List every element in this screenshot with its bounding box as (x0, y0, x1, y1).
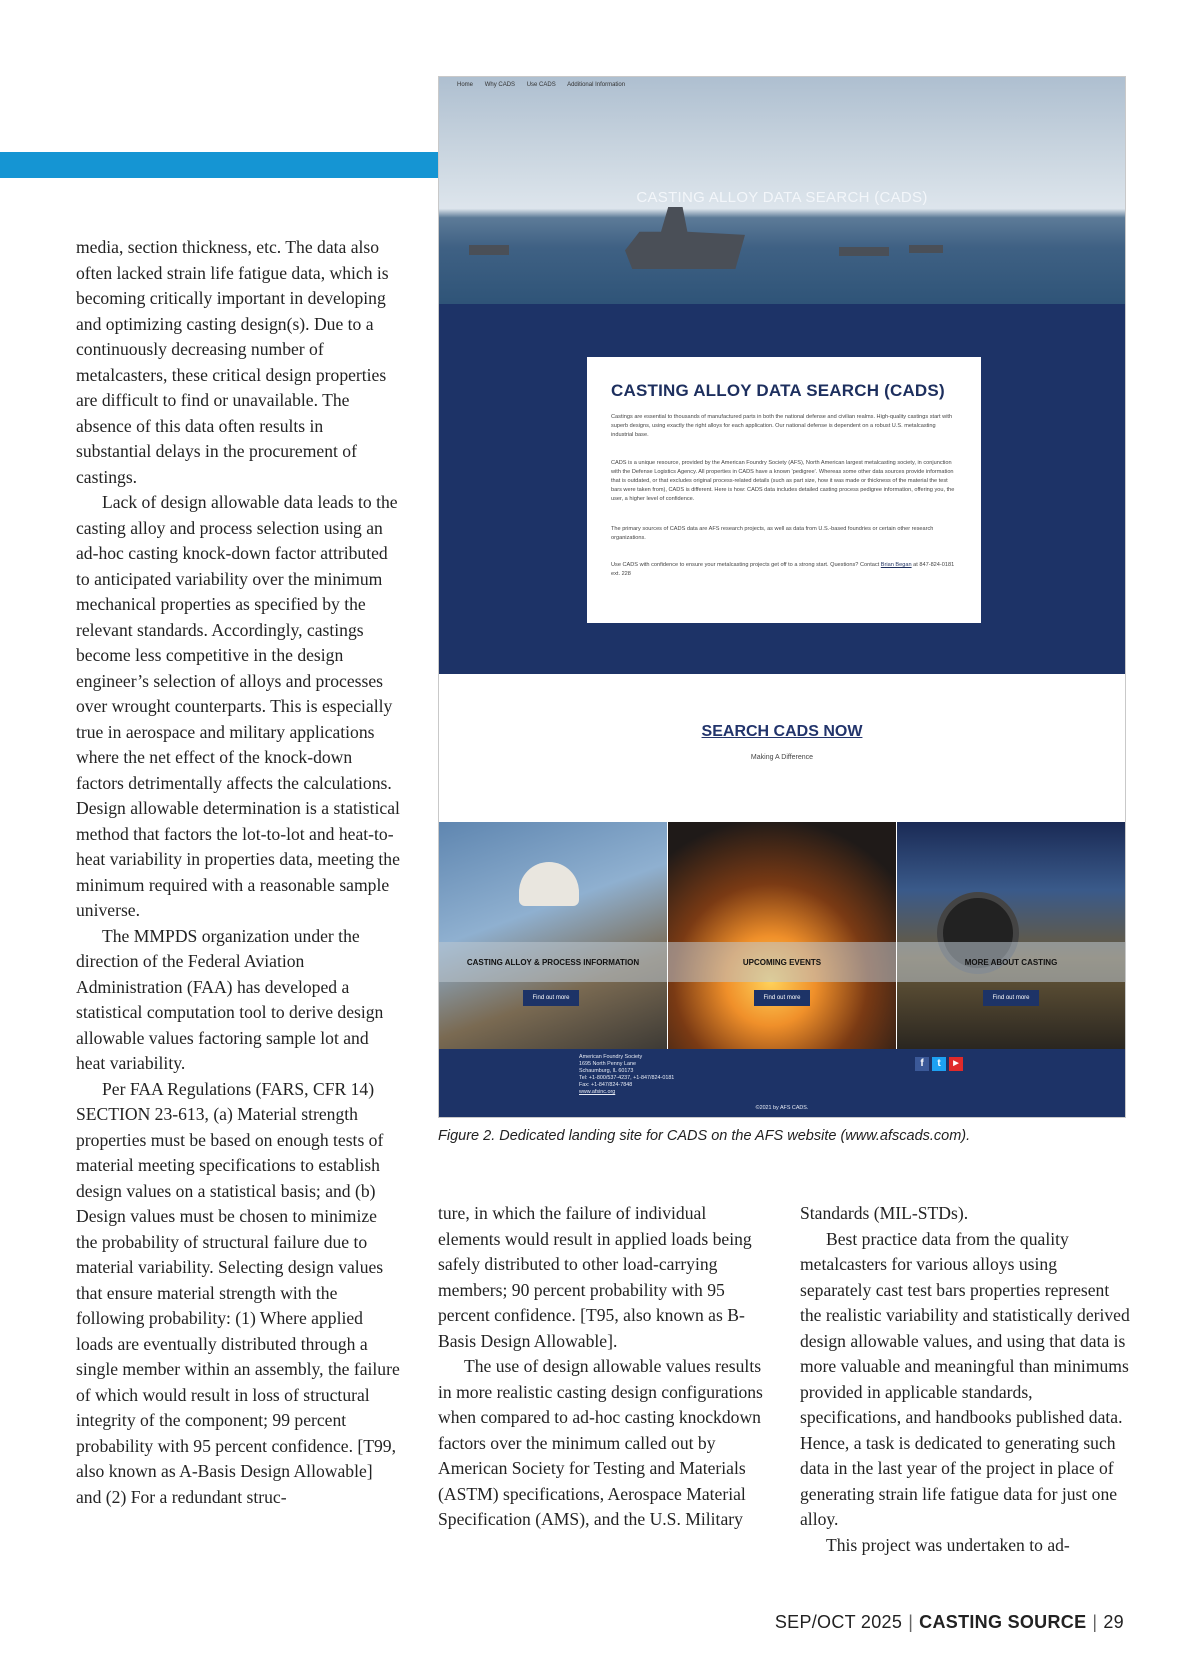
tile-label: UPCOMING EVENTS (668, 942, 896, 982)
paragraph: Per FAA Regulations (FARS, CFR 14) SECTION 23-613, (a) Material strength properties must be based on enough tests of material meeting specifications to establish design values on a statistical basis; and (b) Design values must be chosen to minimize the probability of structural failure due to material variability. Selecting design values that ensure material strength with the following probability: (1) Where applied loads are eventually distributed through a single member within an assembly, the failure of which would result in loss of structural integrity of the component; 99 percent probability with 95 percent confidence. [T99, also known as A-Basis Design Allowable] and (2) For a redundant struc- (76, 1078, 400, 1507)
footer-line: Fax: +1-847/824-7848 (579, 1082, 633, 1088)
nav-use-cads[interactable]: Use CADS (526, 82, 556, 88)
intro-card (587, 357, 981, 623)
card-paragraph: Use CADS with confidence to ensure your metalcasting projects get off to a strong start. Questions? Contact (611, 562, 880, 568)
footer-line: 1695 North Penny Lane (579, 1061, 636, 1067)
search-section (439, 674, 1125, 822)
ship-icon (469, 245, 509, 255)
footer-line: American Foundry Society (579, 1054, 643, 1060)
footer-address (579, 1054, 674, 1096)
find-out-more-button[interactable]: Find out more (983, 990, 1039, 1006)
figure-2-screenshot (438, 76, 1126, 1118)
card-paragraph: The primary sources of CADS data are AFS research projects, as well as data from U.S.-based foundries or certain other research organizations. (611, 526, 934, 541)
page-folio: SEP/OCT 2025 | CASTING SOURCE | 29 (774, 1612, 1124, 1632)
card-paragraph: CADS is a unique resource, provided by the American Foundry Society (AFS), North American largest metalcasting society, in conjunction with the Defense Logistics Agency. All properties in CADS have a known ‘pedigree’. Whereas some other data sources provide information that is outdated, or that excludes original process-related details (such as part size, how it was made or thickness of the material the test bars were taken from), CADS is different. Here is how: CADS data includes detailed casting process pedigree information, offering you, the user, a higher level of confidence. (611, 460, 955, 502)
tile-more-about-casting (897, 822, 1125, 1049)
hero-banner (439, 77, 1125, 304)
find-out-more-button[interactable]: Find out more (754, 990, 810, 1006)
middle-text-column (438, 1201, 764, 1533)
site-footer (439, 1049, 1125, 1117)
search-cads-link[interactable]: SEARCH CADS NOW (701, 723, 863, 740)
tile-upcoming-events (668, 822, 896, 1049)
magazine-name: CASTING SOURCE (919, 1612, 1087, 1632)
search-tagline: Making A Difference (750, 754, 814, 761)
youtube-icon[interactable]: ▶ (949, 1057, 963, 1071)
nav-home[interactable]: Home (457, 82, 474, 88)
left-text-column (76, 235, 402, 1510)
footer-copyright: ©2021 by AFS CADS. (755, 1105, 809, 1111)
footer-line: Tel: +1-800/537-4237, +1-847/824-0181 (579, 1075, 675, 1081)
nav-why-cads[interactable]: Why CADS (484, 82, 516, 88)
find-out-more-button[interactable]: Find out more (523, 990, 579, 1006)
footer-line: Schaumburg, IL 60173 (579, 1068, 634, 1074)
right-text-column (800, 1201, 1130, 1558)
paragraph: The use of design allowable values results in more realistic casting design configurations when compared to ad-hoc casting knockdown factors over the minimum called out by American Society for Testing and Materials (ASTM) specifications, Aerospace Material Specification (AMS), and the U.S. Military (438, 1356, 763, 1529)
paragraph: Standards (MIL-STDs). (800, 1203, 969, 1223)
contact-phone: at 847-824-0181 ext. 228 (611, 562, 955, 577)
page-number: 29 (1103, 1612, 1124, 1632)
ship-icon (909, 245, 943, 253)
card-contact (611, 561, 957, 579)
facebook-icon[interactable]: f (915, 1057, 929, 1071)
tile-label: CASTING ALLOY & PROCESS INFORMATION (439, 942, 667, 982)
ship-icon (839, 247, 889, 256)
accent-bar (0, 152, 438, 178)
paragraph: This project was undertaken to ad- (826, 1534, 1070, 1555)
site-nav (457, 82, 635, 88)
feature-tiles (439, 822, 1125, 1049)
nav-additional-information[interactable]: Additional Information (567, 82, 626, 88)
issue-date: SEP/OCT 2025 (774, 1612, 903, 1632)
tile-alloy-process (439, 822, 667, 1049)
hero-title: CASTING ALLOY DATA SEARCH (CADS) (636, 189, 928, 206)
paragraph: Best practice data from the quality metalcasters for various alloys using separately cast test bars properties represent the realistic variability and statistically derived design allowable values, and using that data is more valuable and meaningful than minimums provided in applicable standards, specifications, and handbooks published data. Hence, a task is dedicated to generating such data in the last year of the project in place of generating strain life fatigue data for just one alloy. (800, 1228, 1130, 1529)
twitter-icon[interactable]: t (932, 1057, 946, 1071)
hard-hat-icon (519, 862, 579, 906)
card-paragraph: Castings are essential to thousands of manufactured parts in both the national defense and civilian realms. High-quality castings start with superb designs, using exactly the right alloys for each application. Our national defense is dependent on a robust U.S. metalcasting industrial base. (611, 414, 953, 438)
paragraph: media, section thickness, etc. The data also often lacked strain life fatigue data, which is becoming critically important in developing and optimizing casting design(s). Due to a continuously decreasing number of metalcasters, these critical design properties are difficult to find or unavailable. The absence of this data often results in substantial delays in the procurement of castings. (76, 237, 389, 487)
contact-link[interactable]: Brian Began (880, 562, 912, 568)
card-title: CASTING ALLOY DATA SEARCH (CADS) (611, 381, 945, 400)
figure-caption: Figure 2. Dedicated landing site for CADS on the AFS website (www.afscads.com). (438, 1128, 971, 1144)
paragraph: Lack of design allowable data leads to the casting alloy and process selection using an ad-hoc casting knock-down factor attributed to anticipated variability over the minimum mechanical properties as specified by the relevant standards. Accordingly, castings become less competitive in the design engineer’s selection of alloys and processes over wrought counterparts. This is especially true in aerospace and military applications where the net effect of the knock-down factors detrimentally affects the calculations. Design allowable determination is a statistical method that factors the lot-to-lot and heat-to-heat variability in properties data, meeting the minimum required with a reasonable sample universe. (76, 492, 400, 920)
paragraph: ture, in which the failure of individual elements would result in applied loads being safely distributed to other load-carrying members; 90 percent probability with 95 percent confidence. [T95, also known as B-Basis Design Allowable]. (438, 1203, 752, 1351)
tile-label: MORE ABOUT CASTING (897, 942, 1125, 982)
aircraft-carrier-icon (625, 207, 745, 269)
footer-website-link[interactable]: www.afsinc.org (579, 1089, 616, 1095)
paragraph: The MMPDS organization under the direction of the Federal Aviation Administration (FAA) has developed a statistical computation tool to derive design allowable values factoring sample lot and heat variability. (76, 925, 384, 1073)
